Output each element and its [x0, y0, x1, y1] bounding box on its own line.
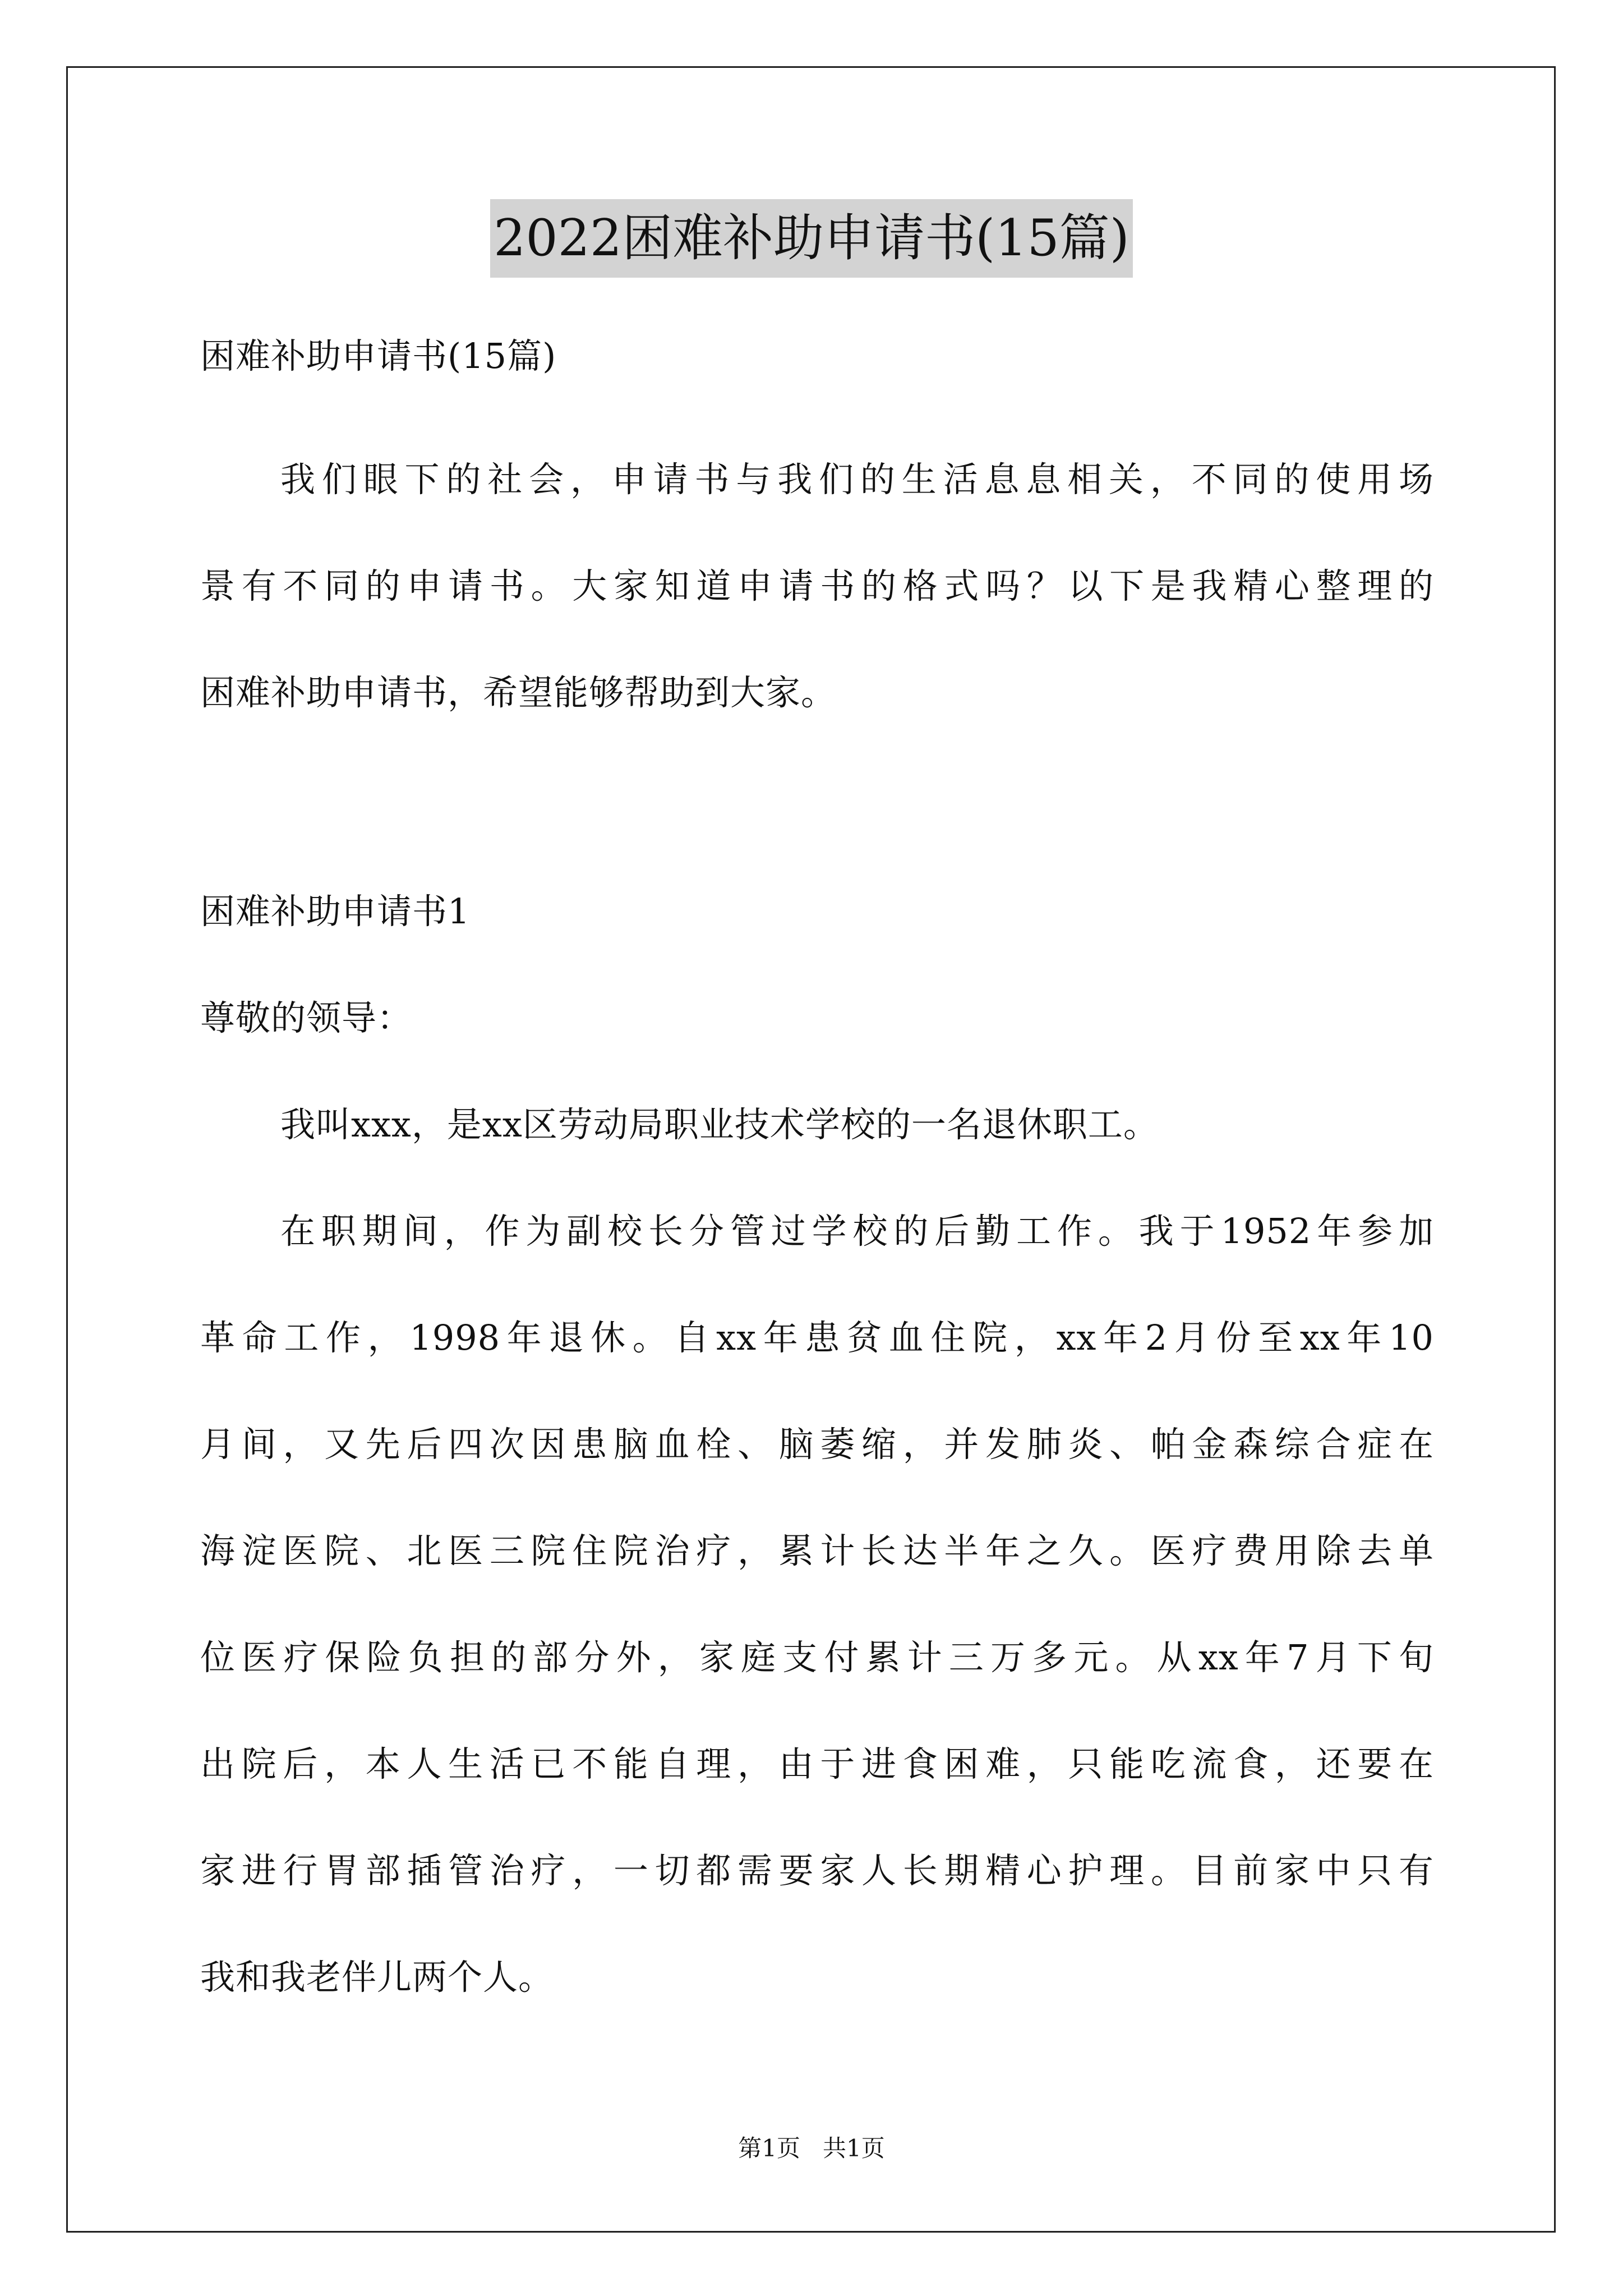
paragraph-line: 在职期间，作为副校长分管过学校的后勤工作。我于1952年参加: [280, 1211, 1434, 1251]
section-heading: 困难补助申请书1: [200, 891, 471, 932]
paragraph-line: 景有不同的申请书。大家知道申请书的格式吗？以下是我精心整理的: [200, 565, 1434, 606]
paragraph-line: 革命工作，1998年退休。自xx年患贫血住院，xx年2月份至xx年10: [200, 1317, 1434, 1358]
paragraph-line: 家进行胃部插管治疗，一切都需要家人长期精心护理。目前家中只有: [200, 1850, 1434, 1891]
paragraph-line: 我们眼下的社会，申请书与我们的生活息息相关，不同的使用场: [280, 459, 1434, 500]
title-container: [0, 199, 1623, 278]
paragraph-line: 出院后，本人生活已不能自理，由于进食困难，只能吃流食，还要在: [200, 1743, 1434, 1784]
paragraph-line: 我叫xxx，是xx区劳动局职业技术学校的一名退休职工。: [280, 1104, 1159, 1145]
paragraph-line: 位医疗保险负担的部分外，家庭支付累计三万多元。从xx年7月下旬: [200, 1637, 1434, 1678]
paragraph-line: 月间，又先后四次因患脑血栓、脑萎缩，并发肺炎、帕金森综合症在: [200, 1424, 1434, 1465]
paragraph-line: 困难补助申请书，希望能够帮助到大家。: [200, 672, 837, 713]
subtitle-line: 困难补助申请书(15篇): [200, 335, 557, 376]
paragraph-line: 我和我老伴儿两个人。: [200, 1957, 554, 1998]
paragraph-line: 海淀医院、北医三院住院治疗，累计长达半年之久。医疗费用除去单: [200, 1530, 1434, 1571]
document-title: 2022困难补助申请书(15篇): [490, 199, 1133, 278]
page-footer: 第1页 共1页: [738, 2134, 885, 2162]
salutation: 尊敬的领导：: [200, 997, 413, 1038]
